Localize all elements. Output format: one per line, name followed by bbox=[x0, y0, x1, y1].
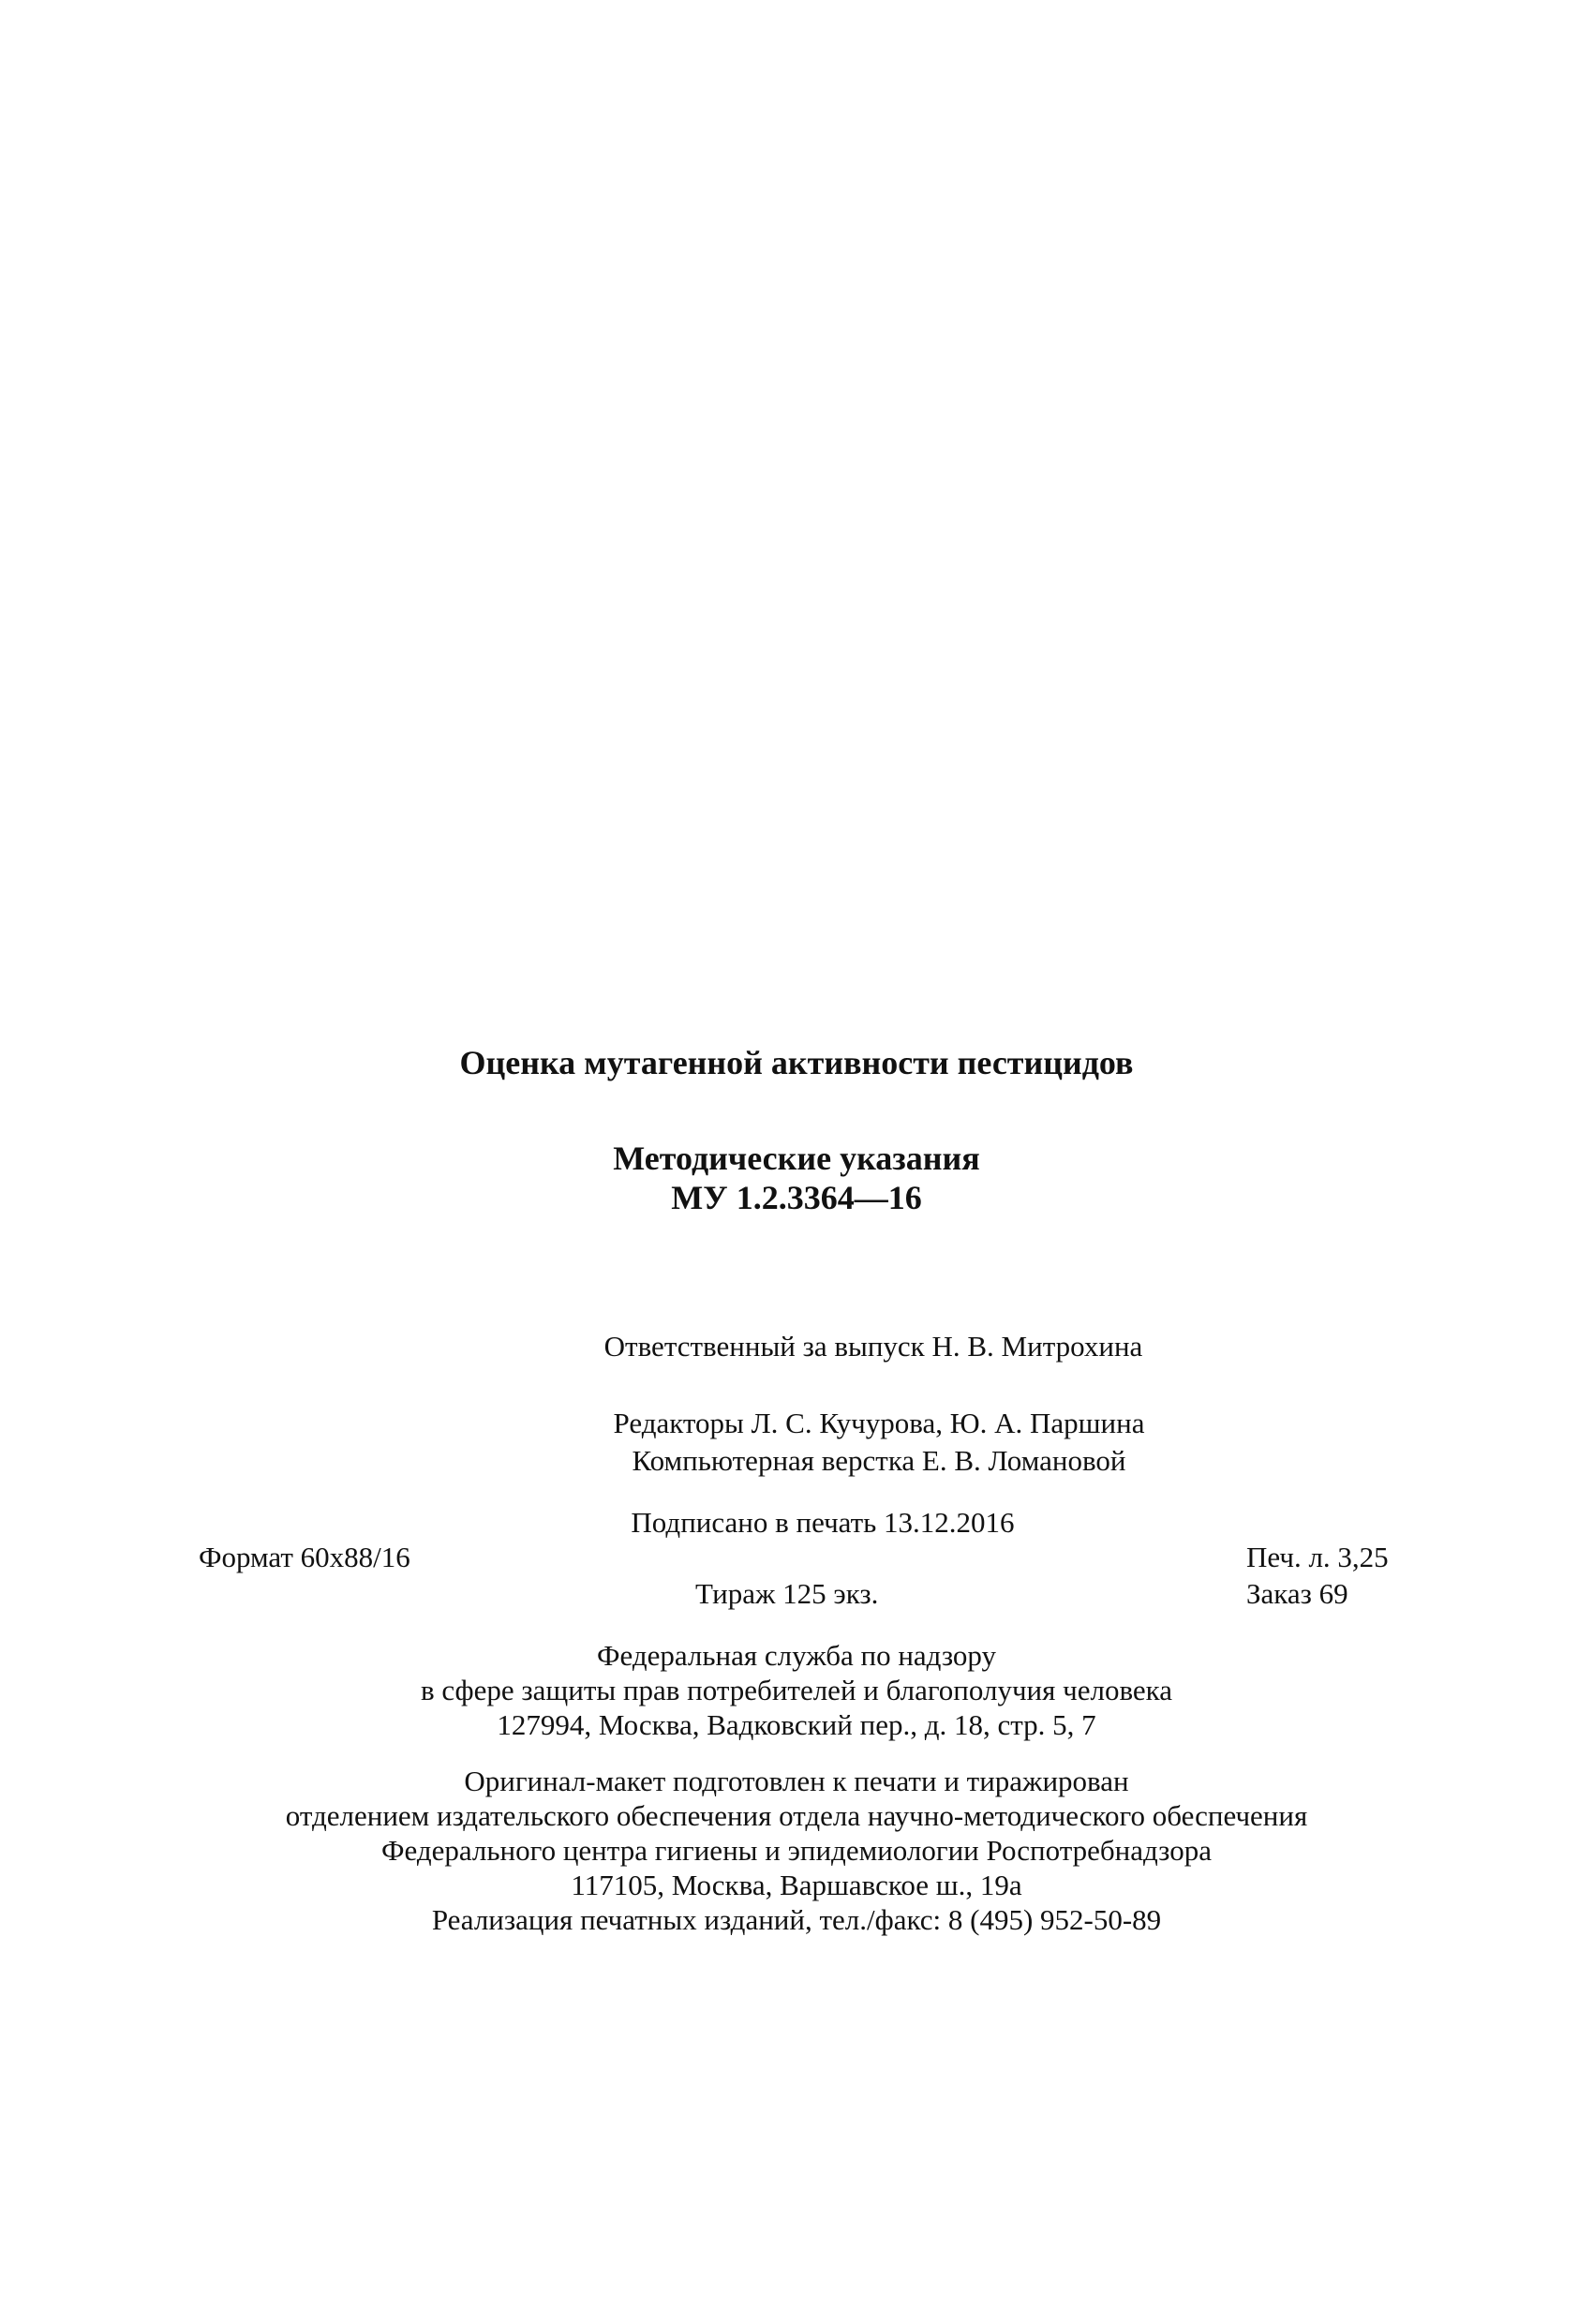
printer-line-3: Федерального центра гигиены и эпидемиологии Роспотребнадзора bbox=[381, 1834, 1212, 1867]
printer-line-1: Оригинал-макет подготовлен к печати и тиражирован bbox=[464, 1765, 1129, 1797]
format-label: Формат 60x88/16 bbox=[199, 1541, 410, 1573]
signed-date: Подписано в печать 13.12.2016 bbox=[631, 1506, 1015, 1539]
publisher-line-2: в сфере защиты прав потребителей и благополучия человека bbox=[420, 1674, 1173, 1706]
editors-line: Редакторы Л. С. Кучурова, Ю. А. Паршина bbox=[613, 1407, 1145, 1439]
responsible-line: Ответственный за выпуск Н. В. Митрохина bbox=[603, 1330, 1143, 1363]
publisher-line-1: Федеральная служба по надзору bbox=[597, 1639, 996, 1672]
document-title: Оценка мутагенной активности пестицидов bbox=[459, 1044, 1134, 1081]
print-run-label: Тираж 125 экз. bbox=[695, 1577, 879, 1610]
document-code: МУ 1.2.3364—16 bbox=[671, 1179, 922, 1216]
order-label: Заказ 69 bbox=[1246, 1577, 1348, 1610]
sales-contact: Реализация печатных изданий, тел./факс: 8 (495) 952-50-89 bbox=[431, 1903, 1162, 1936]
publisher-address: 127994, Москва, Вадковский пер., д. 18, стр. 5, 7 bbox=[497, 1708, 1096, 1741]
printer-address: 117105, Москва, Варшавское ш., 19а bbox=[571, 1869, 1022, 1901]
print-sheets-label: Печ. л. 3,25 bbox=[1246, 1541, 1389, 1573]
layout-line: Компьютерная верстка Е. В. Ломановой bbox=[632, 1444, 1126, 1477]
printer-line-2: отделением издательского обеспечения отдела научно-методического обеспечения bbox=[285, 1799, 1308, 1832]
document-type: Методические указания bbox=[613, 1140, 980, 1177]
